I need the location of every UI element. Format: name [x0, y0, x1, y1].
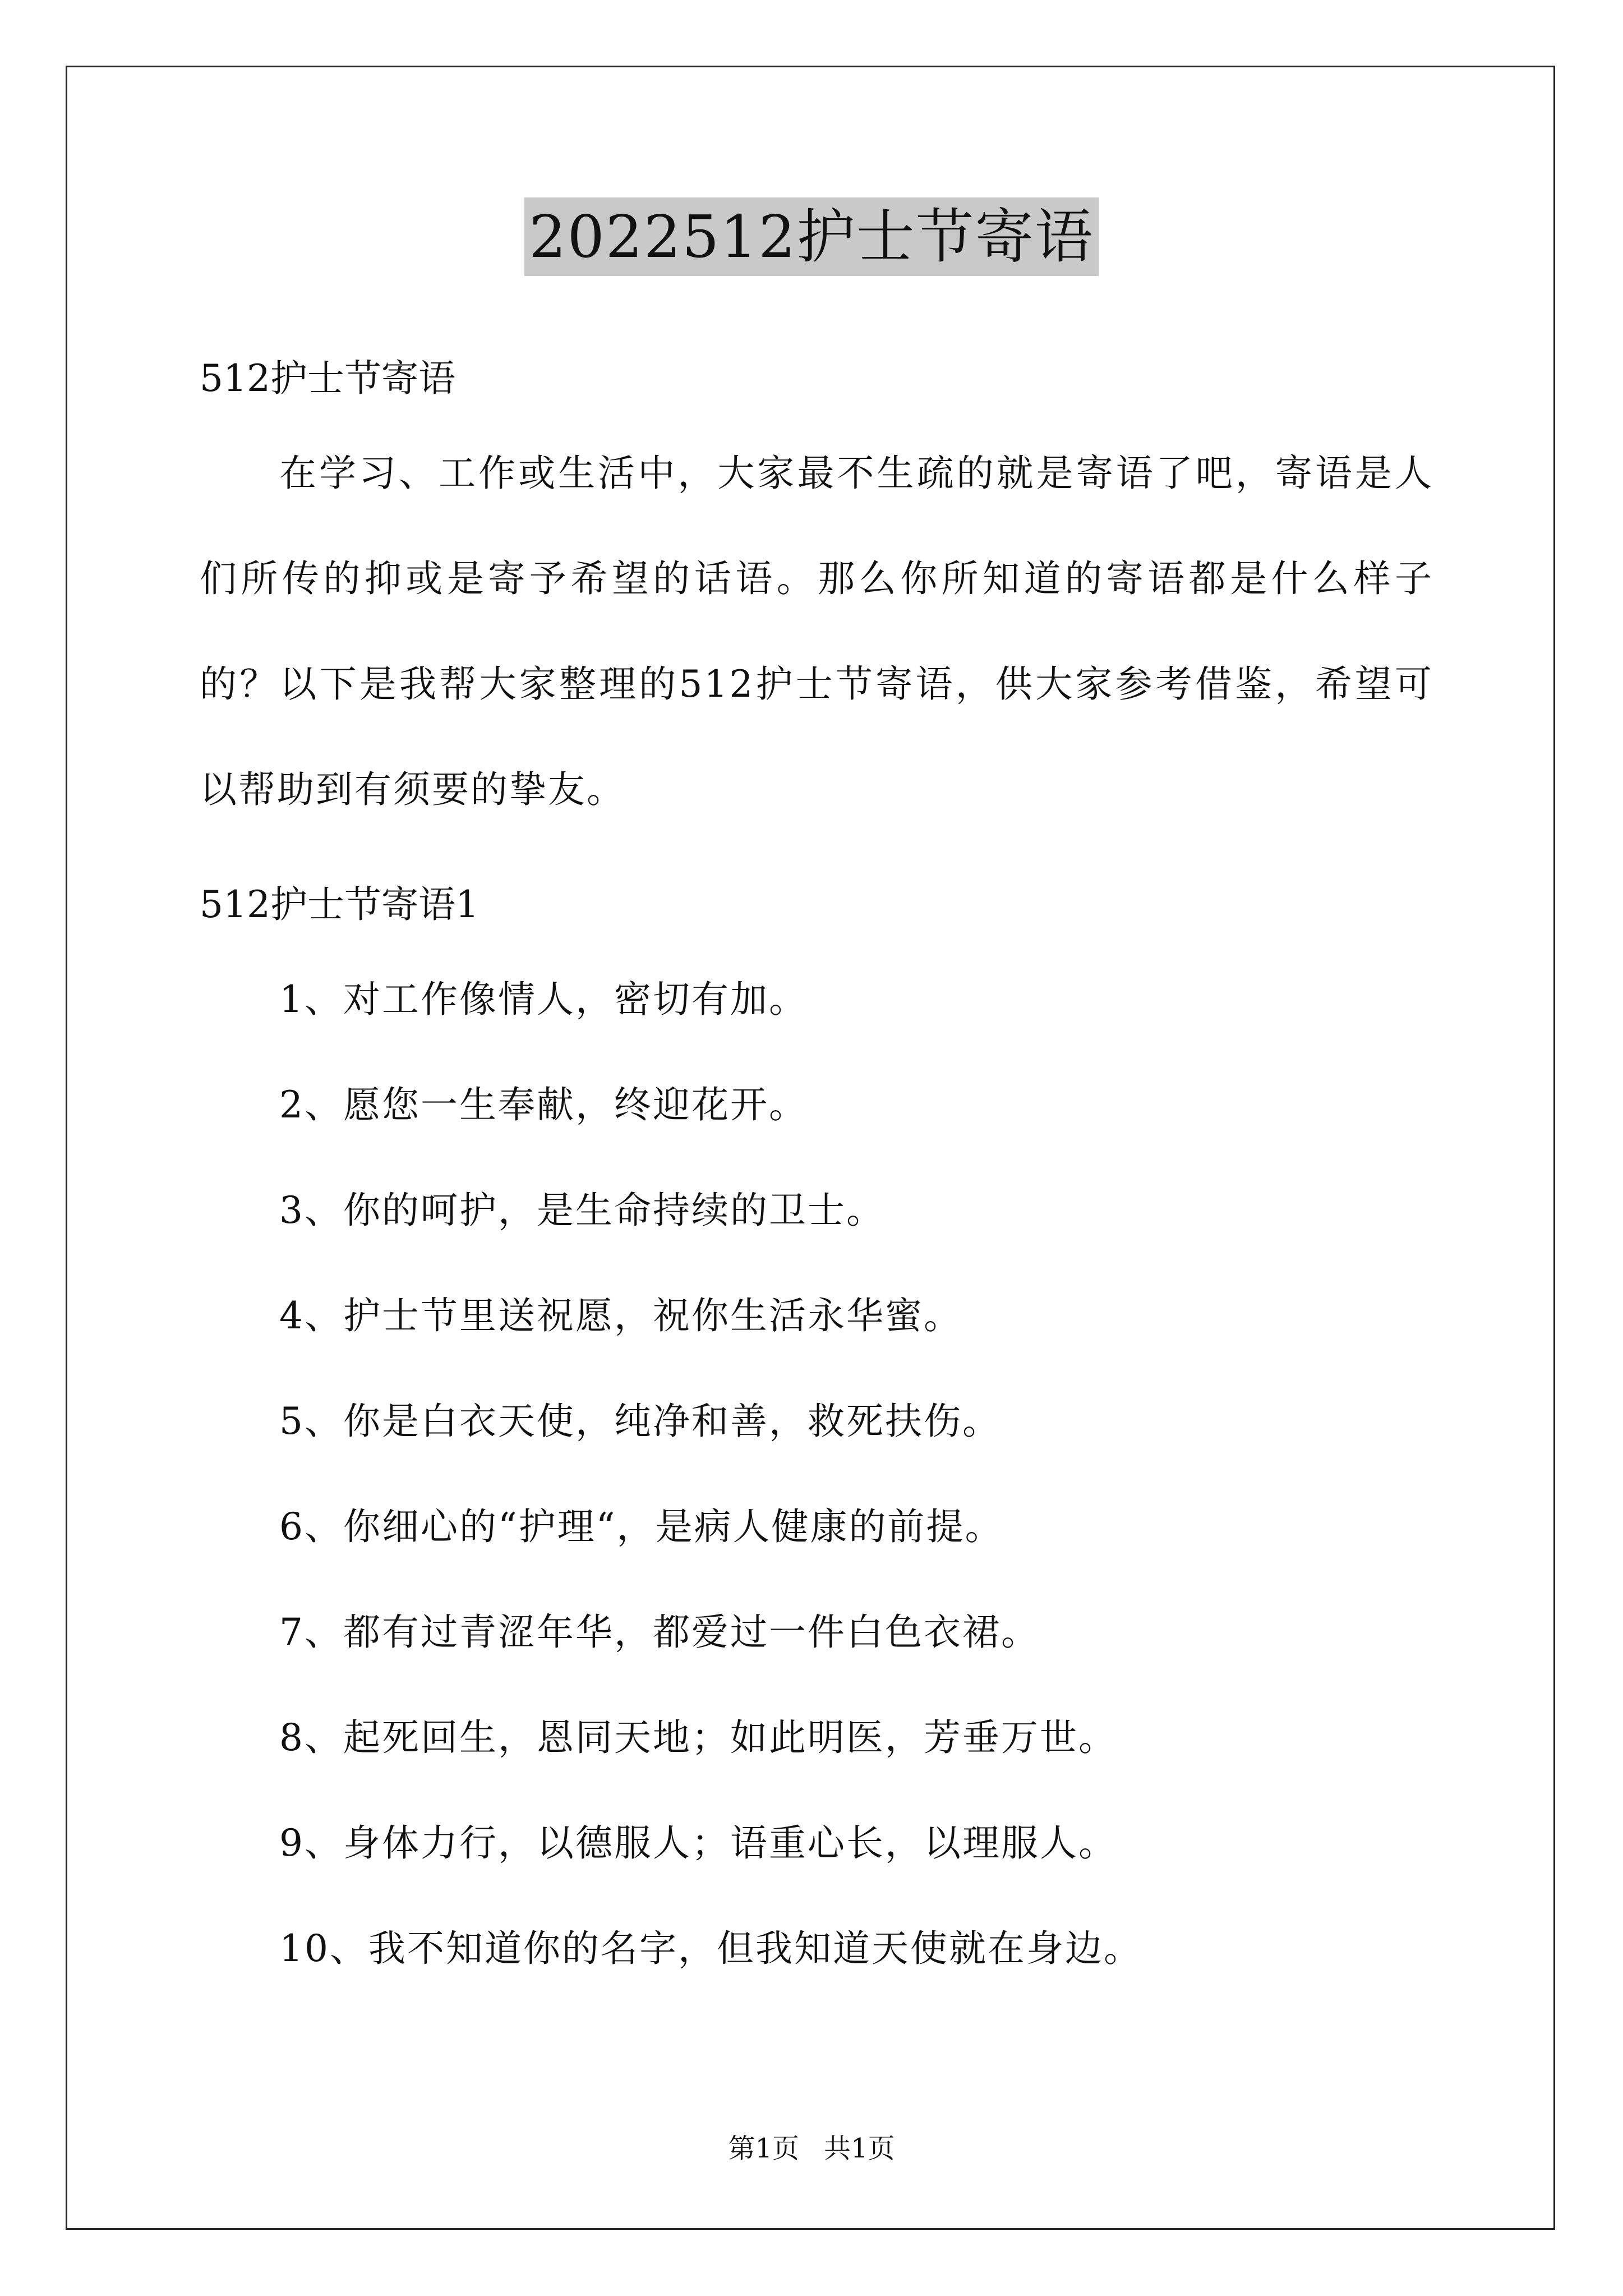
document-subtitle: 512护士节寄语 [200, 357, 455, 400]
list-item: 6、你细心的“护理“，是病人健康的前提。 [279, 1505, 1004, 1548]
list-item: 7、都有过青涩年华，都爱过一件白色衣裙。 [279, 1611, 1040, 1654]
list-item: 10、我不知道你的名字，但我知道天使就在身边。 [279, 1927, 1142, 1970]
section-heading: 512护士节寄语1 [200, 883, 479, 926]
page-number: 第1页 [728, 2133, 799, 2164]
list-item: 5、你是白衣天使，纯净和善，救死扶伤。 [279, 1400, 1001, 1443]
list-item: 9、身体力行，以德服人；语重心长，以理服人。 [279, 1821, 1117, 1865]
wishes-list [200, 947, 1433, 2001]
page-footer [0, 2132, 1623, 2165]
list-item: 8、起死回生，恩同天地；如此明医，芳垂万世。 [279, 1716, 1117, 1759]
list-item: 2、愿您一生奉献，终迎花开。 [279, 1083, 808, 1126]
list-item: 3、你的呵护，是生命持续的卫士。 [279, 1189, 885, 1232]
document-title: 2022512护士节寄语 [524, 197, 1098, 276]
page-total: 共1页 [824, 2133, 895, 2164]
title-wrapper [0, 197, 1623, 276]
list-item: 4、护士节里送祝愿，祝你生活永华蜜。 [279, 1294, 962, 1337]
list-item: 1、对工作像情人，密切有加。 [279, 978, 808, 1021]
intro-paragraph: 在学习、工作或生活中，大家最不生疏的就是寄语了吧，寄语是人们所传的抑或是寄予希望的话语。那么你所知道的寄语都是什么样子的？以下是我帮大家整理的512护士节寄语，供大家参考借鉴，希望可以帮助到有须要的挚友。 [200, 452, 1433, 811]
document-body [200, 337, 1433, 2001]
